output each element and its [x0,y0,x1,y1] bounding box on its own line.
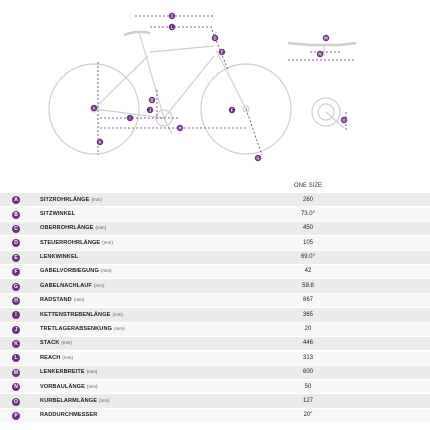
dimension-marker [169,13,175,19]
dimension-marker-letter: C [170,13,174,19]
row-letter-badge: C [12,225,20,233]
handlebar-top-view [288,43,356,45]
row-letter-badge: O [12,398,20,406]
row-label [40,412,97,418]
row-label-text: STEUERROHRLÄNGE [40,239,101,246]
dimension-marker [149,97,155,103]
row-value: 20" [303,412,313,419]
dimension-marker [323,35,329,41]
seat-tube [142,42,164,118]
row-unit: (mm) [99,397,110,403]
dimension-marker-letter: O [342,117,346,123]
dimension-marker [255,155,261,161]
row-label [40,283,105,289]
dimension-marker [317,51,323,57]
dimension-marker [229,107,235,113]
table-row [0,221,430,235]
table-row [0,393,430,407]
row-value: 73.0° [300,210,316,217]
table-row [0,379,430,393]
row-label-text: OBERROHRLÄNGE [40,225,94,232]
row-label [40,297,84,303]
table-row [0,250,430,264]
dimension-marker-letter: F [230,107,234,113]
row-label [40,268,112,274]
row-value: 446 [302,340,313,347]
row-unit: (mm) [62,354,74,360]
dimension-marker [341,117,347,123]
dimension-marker-letter: M [324,35,328,41]
table-row [0,206,430,220]
geometry-table [0,180,430,422]
row-label-text: REACH [40,354,61,361]
table-row [0,307,430,321]
row-label-text: LENKERBREITE [40,369,85,376]
dimension-marker-letter: G [256,155,260,161]
size-column-header: ONE SIZE [293,183,322,189]
table-row [0,235,430,249]
row-label-text: SITZROHRLÄNGE [40,196,90,203]
row-letter-badge: L [12,354,20,362]
row-label-text: GABELVORBIEGUNG [40,268,99,275]
row-value: 127 [302,397,313,404]
row-value: 450 [302,225,313,232]
row-label [40,254,78,260]
row-letter-badge: D [12,239,20,247]
row-label-text: STACK [40,340,60,347]
dimension-marker-letter: I [129,115,131,121]
row-unit: (mm) [61,340,72,346]
dimension-marker [97,139,103,145]
seat-post [139,32,142,42]
row-label-text: KETTENSTREBENLÄNGE [40,311,111,318]
row-value: 313 [302,354,313,361]
row-letter-badge: I [12,311,20,319]
dimension-marker [91,105,97,111]
row-unit: (mm) [91,196,103,202]
dimension-marker-letter: D [213,35,217,41]
top-tube [150,46,214,52]
row-unit: (mm) [86,369,98,375]
row-label [40,355,73,361]
dimension-marker-letter: E [220,49,224,55]
row-label [40,326,125,332]
table-header [0,180,430,192]
dimension-marker-letter: L [170,24,174,30]
row-letter-badge: N [12,383,20,391]
row-label [40,240,113,246]
row-unit: (mm) [73,297,85,303]
table-row [0,336,430,350]
row-value: 365 [302,311,313,318]
row-unit: (mm) [93,282,105,288]
row-letter-badge: F [12,268,20,276]
row-letter-badge: K [12,340,20,348]
bike-geometry-diagram [0,0,430,178]
fork [216,50,246,109]
row-label-text: SITZWINKEL [40,210,76,217]
row-value: 59.8 [302,282,314,289]
row-unit: (mm) [114,326,125,332]
row-label-text: LENKWINKEL [40,254,79,261]
dimension-marker-letter: H [178,125,182,131]
row-label [40,369,97,375]
dimension-marker-letter: B [150,97,154,103]
row-letter-badge: E [12,254,20,262]
row-label-text: TRETLAGERABSENKUNG [40,326,113,333]
table-row [0,322,430,336]
row-label-text: GABELNACHLAUF [40,282,92,289]
row-letter-badge: H [12,297,20,305]
row-value: 50 [304,383,312,390]
row-label [40,398,110,404]
dimension-marker-letter: A [92,105,96,111]
dimension-marker [177,125,183,131]
table-row [0,365,430,379]
row-letter-badge: B [12,211,20,219]
dimension-marker-letter: J [148,107,152,113]
row-unit: (mm) [100,268,112,274]
table-row [0,278,430,292]
table-row [0,264,430,278]
row-label [40,312,123,318]
row-label [40,384,98,390]
row-value: 69.0° [300,254,316,261]
row-value: 105 [302,239,313,246]
row-unit: (mm) [102,239,113,245]
row-label [40,211,75,217]
row-letter-badge: A [12,196,20,204]
row-unit: (mm) [86,383,98,389]
row-value: 42 [304,268,312,275]
dimension-marker [127,115,133,121]
table-row [0,192,430,206]
row-label [40,340,72,346]
row-value: 260 [302,196,313,203]
dimension-marker [169,24,175,30]
row-label [40,197,102,203]
row-letter-badge: J [12,326,20,334]
row-label [40,225,106,231]
row-letter-badge: P [12,412,20,420]
row-unit: (mm) [112,311,124,317]
saddle [124,32,150,35]
row-value: 867 [302,297,313,304]
dimension-marker [212,35,218,41]
row-letter-badge: G [12,283,20,291]
table-row [0,350,430,364]
dimension-marker-letter: N [318,51,322,57]
seat-stay [94,56,148,109]
dimension-marker-letter: K [98,139,102,145]
row-label-text: RADSTAND [40,297,72,304]
row-value: 20 [304,326,312,333]
row-letter-badge: M [13,369,19,376]
row-value: 600 [302,369,313,376]
row-label-text: RADDURCHMESSER [40,412,98,419]
dimension-marker [219,49,225,55]
row-label-text: VORBAULÄNGE [40,383,85,390]
row-label-text: KURBELARMLÄNGE [40,397,98,404]
row-unit: (mm) [95,225,107,231]
table-row [0,408,430,422]
dimension-marker [147,107,153,113]
table-row [0,293,430,307]
